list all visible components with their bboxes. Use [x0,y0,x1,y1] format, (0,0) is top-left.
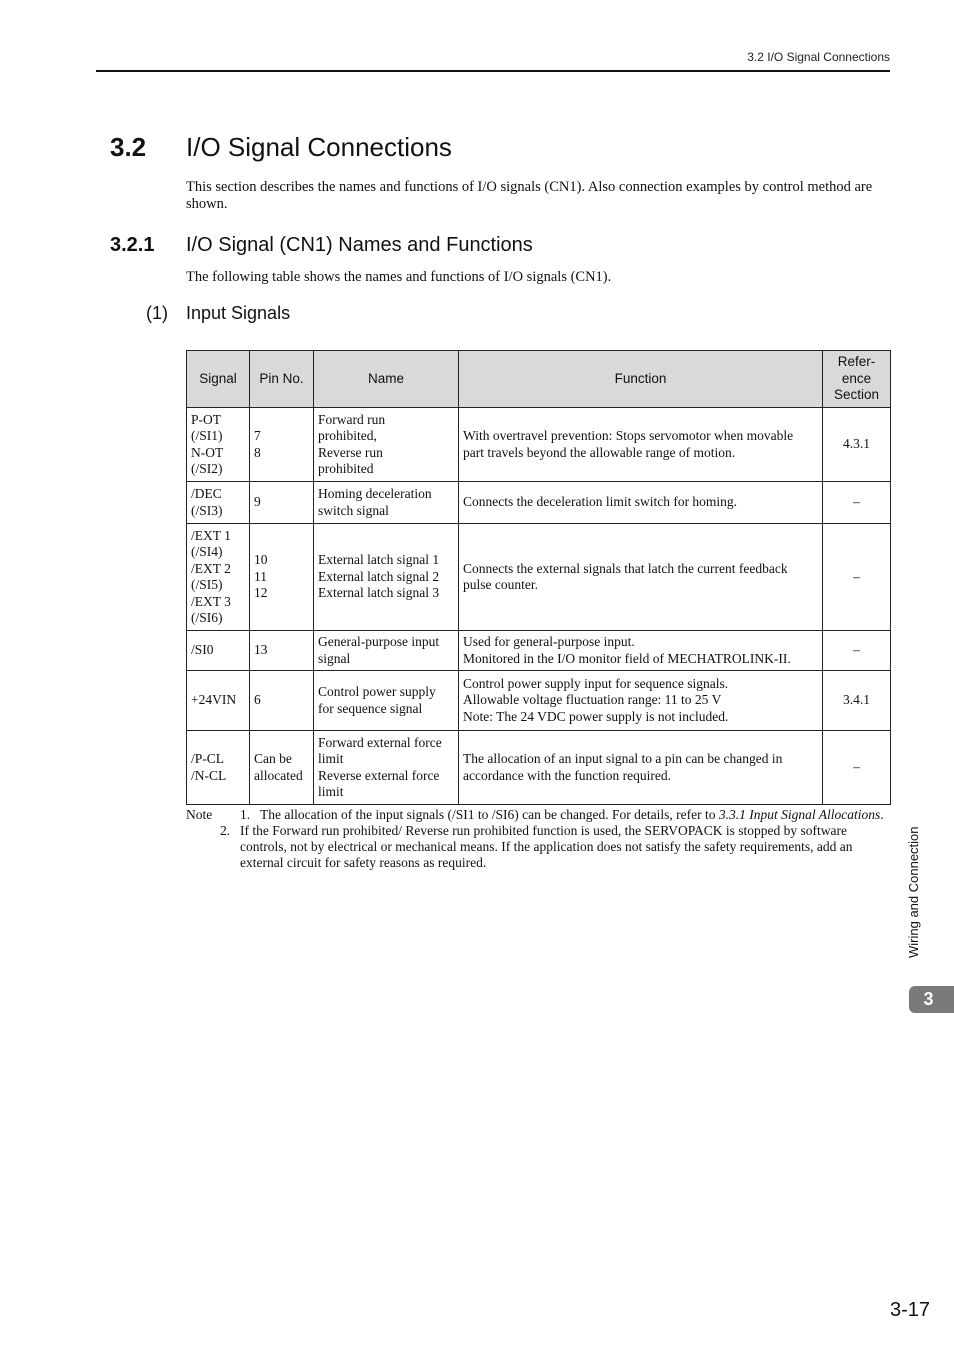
cell-function-line: Control power supply input for sequence signals. [463,675,729,691]
cell-reference: – [823,631,891,671]
cell-signal-line: P-OT [191,411,221,427]
cell-signal [187,671,250,731]
note-xref: 3.3.1 Input Signal Allocations [718,807,881,822]
table-notes [186,807,890,871]
cell-function [459,482,823,524]
cell-name-line: External latch signal 2 [318,568,440,584]
cell-pin [250,482,314,524]
cell-name [314,482,459,524]
note-text-part: . [880,807,884,822]
cell-function [459,524,823,631]
cell-signal [187,482,250,524]
cell-pin-line: 8 [254,444,261,460]
cell-function-line: accordance with the function required. [463,767,672,783]
section-number: 3.2 [110,132,147,162]
subsubsection-heading [146,303,290,324]
col-header-reference-line: Refer- [837,354,876,370]
cell-function-line: Allowable voltage fluctuation range: 11 to 25 V [463,692,722,708]
col-header-function: Function [459,351,823,408]
subsection-lead: The following table shows the names and functions of I/O signals (CN1). [186,269,612,285]
cell-name-line: switch signal [318,502,389,518]
cell-signal-line: N-OT [191,444,224,460]
cell-name-line: Reverse external force [318,767,440,783]
header-rule [96,70,890,72]
col-header-name: Name [314,351,459,408]
cell-signal-line: /EXT 2 [191,560,231,576]
cell-name [314,408,459,482]
cell-name-line: limit [318,784,344,799]
cell-name-line: Control power supply [318,684,436,699]
page-number: 3-17 [889,1299,930,1321]
cell-pin [250,731,314,805]
note-text-part: The allocation of the input signals (/SI1 to /SI6) can be changed. For details, refer to [260,807,719,822]
cell-pin-line: allocated [254,767,303,783]
table-row [187,482,891,524]
col-header-signal: Signal [187,351,250,408]
cell-name [314,671,459,731]
cell-reference: 4.3.1 [823,408,891,482]
col-header-reference [823,351,891,408]
table-row [187,631,891,671]
cell-pin-line: 11 [254,568,267,584]
cell-function [459,671,823,731]
col-header-reference-line: ence [841,370,872,386]
cell-name-line: General-purpose input [318,634,440,649]
cell-signal [187,524,250,631]
cell-function-line: Used for general-purpose input. [463,634,635,649]
cell-pin [250,408,314,482]
cell-signal-line: (/SI6) [191,610,223,625]
cell-name [314,731,459,805]
cell-signal-line: (/SI3) [191,502,223,518]
cell-pin-line: 7 [254,428,261,443]
table-row [187,731,891,805]
cell-function-line: With overtravel prevention: Stops servomotor when movable [463,428,794,443]
cell-function [459,408,823,482]
cell-reference: 3.4.1 [823,671,891,731]
subsection-title: I/O Signal (CN1) Names and Functions [186,234,533,256]
cell-pin [250,671,314,731]
cell-name-line: Homing deceleration [318,486,432,501]
note-text: If the Forward run prohibited/ Reverse run prohibited function is used, the SERVOPACK is stopped by software controls, not by electrical or mechanical means. If the application does not satisfy the safety requirements, add an external circuit for safety reasons as required. [240,823,853,870]
cell-name-line: Forward external force [318,734,442,750]
cell-signal-line: /EXT 3 [191,593,231,609]
cell-name-line: prohibited, [318,428,377,443]
cell-signal [187,631,250,671]
cell-function-line: Monitored in the I/O monitor field of MECHATROLINK-II. [463,650,791,666]
cell-pin [250,524,314,631]
cell-function-line: The allocation of an input signal to a pin can be changed in [463,751,783,766]
cell-reference: – [823,731,891,805]
note-text [260,807,890,823]
cell-signal-line: /DEC [191,486,222,501]
note-item [186,823,890,871]
col-header-pin: Pin No. [250,351,314,408]
cell-signal [187,408,250,482]
cell-name-line: External latch signal 3 [318,585,440,601]
section-heading [110,132,452,163]
note-number: 1. [240,807,251,822]
cell-function-line: Connects the deceleration limit switch for homing. [463,494,738,510]
cell-name-line: prohibited [318,461,374,476]
note-number: 2. [220,823,231,838]
subsubsection-title: Input Signals [186,303,291,323]
cell-pin-line: 6 [254,692,261,708]
cell-name-line: signal [318,650,351,666]
cell-pin-line: 10 [254,552,268,568]
note-label: Note [186,807,213,822]
cell-pin-line: 13 [254,642,268,658]
cell-pin-line: 12 [254,585,268,601]
cell-name-line: External latch signal 1 [318,552,440,568]
table-row [187,408,891,482]
cell-name [314,631,459,671]
cell-function-line: Connects the external signals that latch the current feedback [463,560,788,576]
section-title: I/O Signal Connections [186,132,452,162]
note-item [186,807,890,823]
subsubsection-number: (1) [146,303,168,323]
cell-reference: – [823,524,891,631]
cell-pin [250,631,314,671]
cell-signal-line: +24VIN [191,692,237,708]
cell-signal-line: /EXT 1 [191,527,231,543]
cell-name-line: limit [318,751,344,766]
cell-pin-line: Can be [254,751,292,766]
cell-signal-line: /P-CL [191,751,225,766]
cell-function [459,631,823,671]
cell-name-line: for sequence signal [318,700,423,716]
table-row [187,671,891,731]
cell-name-line: Reverse run [318,444,383,460]
table-header-row [187,351,891,408]
chapter-tab: 3 [909,986,954,1013]
input-signals-table [186,350,891,805]
cell-signal [187,731,250,805]
col-header-reference-line: Section [833,387,880,403]
subsection-number: 3.2.1 [110,234,155,256]
cell-signal-line: (/SI2) [191,461,223,476]
cell-pin-line: 9 [254,494,261,510]
table-row [187,524,891,631]
running-header: 3.2 I/O Signal Connections [747,50,890,64]
cell-signal-line: (/SI5) [191,577,223,592]
cell-function-line: part travels beyond the allowable range of motion. [463,444,736,460]
cell-signal-line: (/SI1) [191,428,223,443]
cell-name-line: Forward run [318,411,386,427]
cell-function-line: pulse counter. [463,577,538,592]
cell-signal-line: (/SI4) [191,544,223,559]
subsection-heading [110,234,533,257]
cell-function-line: Note: The 24 VDC power supply is not included. [463,708,729,724]
cell-signal-line: /SI0 [191,642,214,658]
cell-reference: – [823,482,891,524]
cell-function [459,731,823,805]
section-intro: This section describes the names and functions of I/O signals (CN1). Also connection examples by control method are shown. [186,179,873,212]
chapter-side-label: Wiring and Connection [906,826,921,958]
cell-name [314,524,459,631]
cell-signal-line: /N-CL [191,767,227,783]
